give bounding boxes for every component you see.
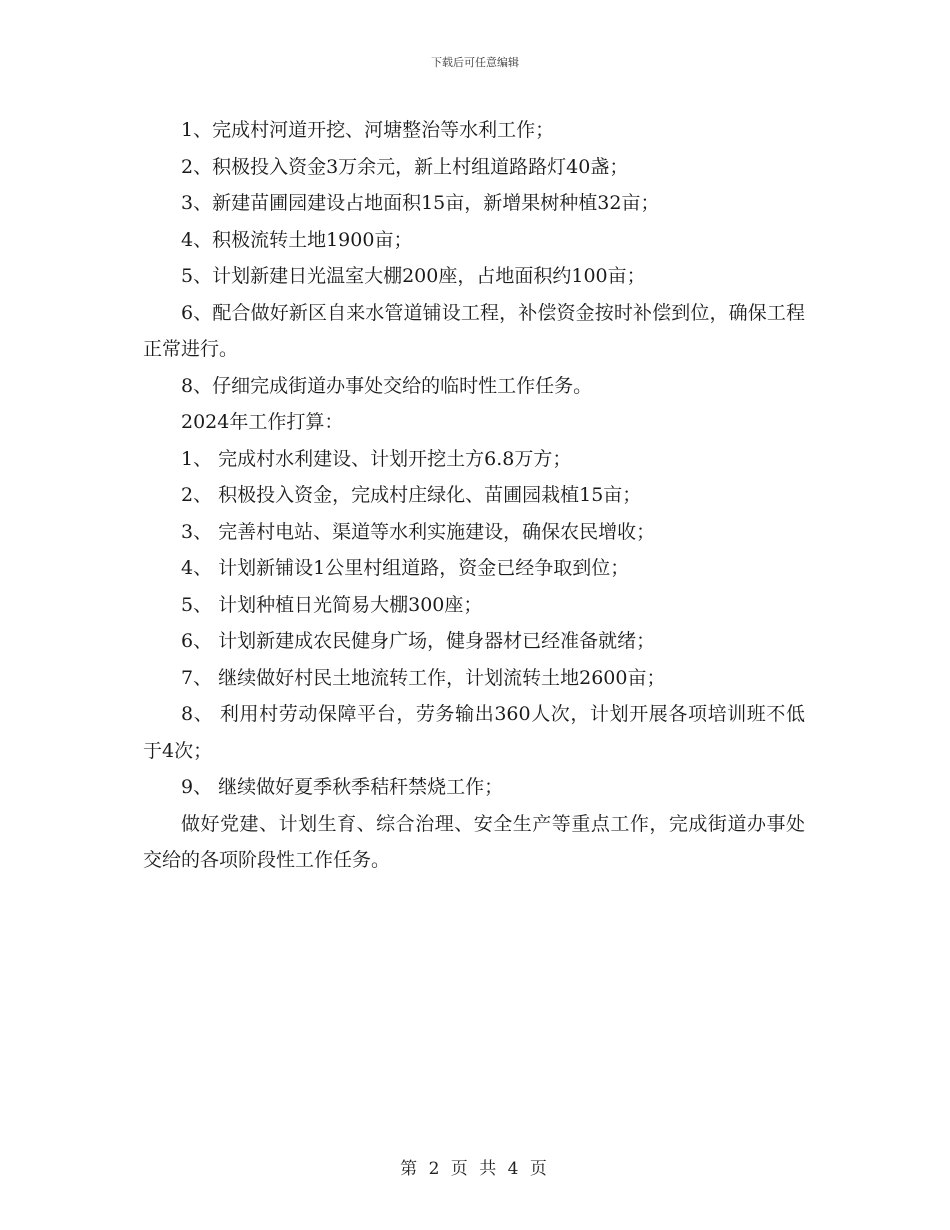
paragraph: 4、积极流转土地1900亩； — [181, 228, 413, 251]
plan-item: 5、 计划种植日光简易大棚300座； — [181, 593, 483, 616]
plan-item: 4、 计划新铺设1公里村组道路，资金已经争取到位； — [181, 557, 630, 579]
plan-item: 3、 完善村电站、渠道等水利实施建设，确保农民增收； — [181, 520, 656, 543]
section-heading: 2024年工作打算： — [181, 411, 344, 433]
page-number: 第 2 页 共 4 页 — [400, 1159, 550, 1179]
paragraph: 做好党建、计划生育、综合治理、安全生产等重点工作，完成街道办事处交给的各项阶段性工作任务。 — [143, 812, 805, 871]
plan-item: 9、 继续做好夏季秋季秸秆禁烧工作； — [181, 776, 504, 798]
plan-item: 7、 继续做好村民土地流转工作，计划流转土地2600亩； — [181, 666, 666, 689]
plan-item: 1、 完成村水利建设、计划开挖土方6.8万方； — [181, 447, 572, 470]
paragraph: 8、仔细完成街道办事处交给的临时性工作任务。 — [181, 374, 593, 397]
page-header: 下载后可任意编辑 — [431, 56, 519, 69]
paragraph: 1、完成村河道开挖、河塘整治等水利工作； — [181, 119, 555, 141]
plan-item: 2、 积极投入资金，完成村庄绿化、苗圃园栽植15亩； — [181, 484, 642, 506]
document-body — [143, 112, 805, 879]
paragraph: 6、配合做好新区自来水管道铺设工程，补偿资金按时补偿到位，确保工程正常进行。 — [143, 301, 805, 360]
plan-item: 6、 计划新建成农民健身广场，健身器材已经准备就绪； — [181, 630, 656, 652]
plan-item: 8、 利用村劳动保障平台，劳务输出360人次，计划开展各项培训班不低于4次； — [143, 703, 805, 762]
paragraph: 3、新建苗圃园建设占地面积15亩，新增果树种植32亩； — [181, 192, 660, 214]
paragraph: 2、积极投入资金3万余元，新上村组道路路灯40盏； — [181, 155, 629, 178]
paragraph: 5、计划新建日光温室大棚200座，占地面积约100亩； — [181, 265, 646, 287]
